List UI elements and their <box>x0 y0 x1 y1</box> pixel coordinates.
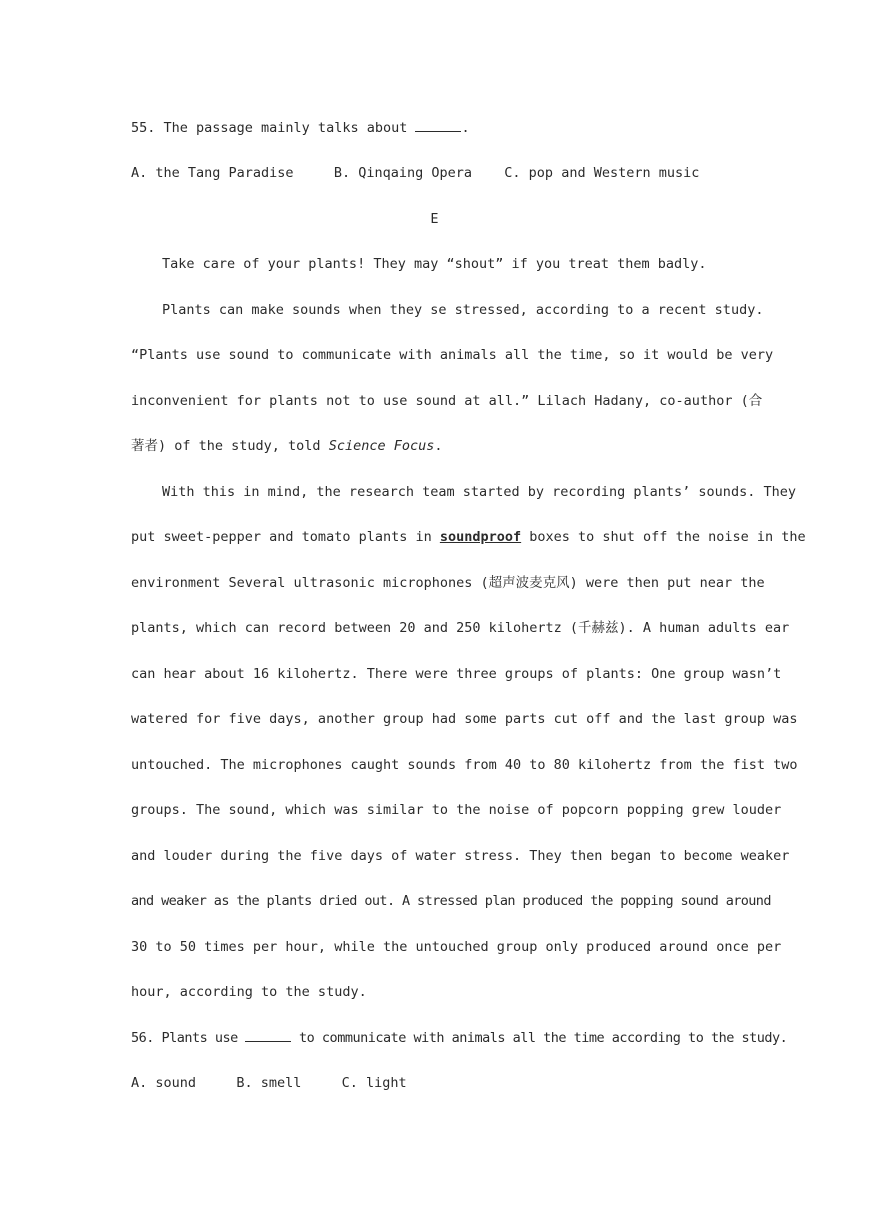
passage-line: 30 to 50 times per hour, while the untouched group only produced around once per <box>131 939 782 955</box>
passage-line: Plants can make sounds when they se stressed, according to a recent study. <box>162 302 764 318</box>
section-heading: E <box>430 211 439 227</box>
answer-blank <box>245 1028 291 1042</box>
answer-blank <box>415 118 461 132</box>
source-title: Science Focus <box>328 438 435 454</box>
option-b: B. Qinqaing Opera <box>333 165 473 181</box>
passage-line: and louder during the five days of water stress. They then began to become weaker <box>131 848 790 864</box>
option-b: B. smell <box>236 1075 302 1091</box>
question-55-stem: 55. The passage mainly talks about . <box>131 120 470 136</box>
passage-line: groups. The sound, which was similar to the noise of popcorn popping grew louder <box>131 802 782 818</box>
passage-line: can hear about 16 kilohertz. There were three groups of plants: One group wasn’t <box>131 666 782 682</box>
passage-line: environment Several ultrasonic microphones (超声波麦克风) were then put near the <box>131 575 765 591</box>
passage-line: put sweet-pepper and tomato plants in soundproof boxes to shut off the noise in the <box>131 529 806 545</box>
question-56-options <box>131 1073 737 1093</box>
option-c: C. pop and Western music <box>504 165 700 181</box>
passage-line: With this in mind, the research team started by recording plants’ sounds. They <box>162 484 796 500</box>
passage-line: inconvenient for plants not to use sound at all.” Lilach Hadany, co-author (合 <box>131 393 763 409</box>
passage-line: untouched. The microphones caught sounds from 40 to 80 kilohertz from the fist two <box>131 757 798 773</box>
keyword-soundproof: soundproof <box>439 529 522 545</box>
option-c: C. light <box>341 1075 407 1091</box>
question-55-options <box>131 163 737 183</box>
passage-line: 著者) of the study, told Science Focus. <box>131 438 443 454</box>
passage-line: “Plants use sound to communicate with animals all the time, so it would be very <box>131 347 774 363</box>
passage-line: and weaker as the plants dried out. A stressed plan produced the popping sound around <box>131 893 771 909</box>
option-a: A. sound <box>131 1075 197 1091</box>
option-a: A. the Tang Paradise <box>131 165 294 181</box>
passage-line: plants, which can record between 20 and 250 kilohertz (千赫兹). A human adults ear <box>131 620 790 636</box>
passage-line: watered for five days, another group had some parts cut off and the last group was <box>131 711 798 727</box>
question-56-stem: 56. Plants use to communicate with animals all the time according to the study. <box>131 1030 788 1046</box>
passage-paragraph-1: Take care of your plants! They may “shout” if you treat them badly. <box>162 256 707 272</box>
passage-line: hour, according to the study. <box>131 984 367 1000</box>
